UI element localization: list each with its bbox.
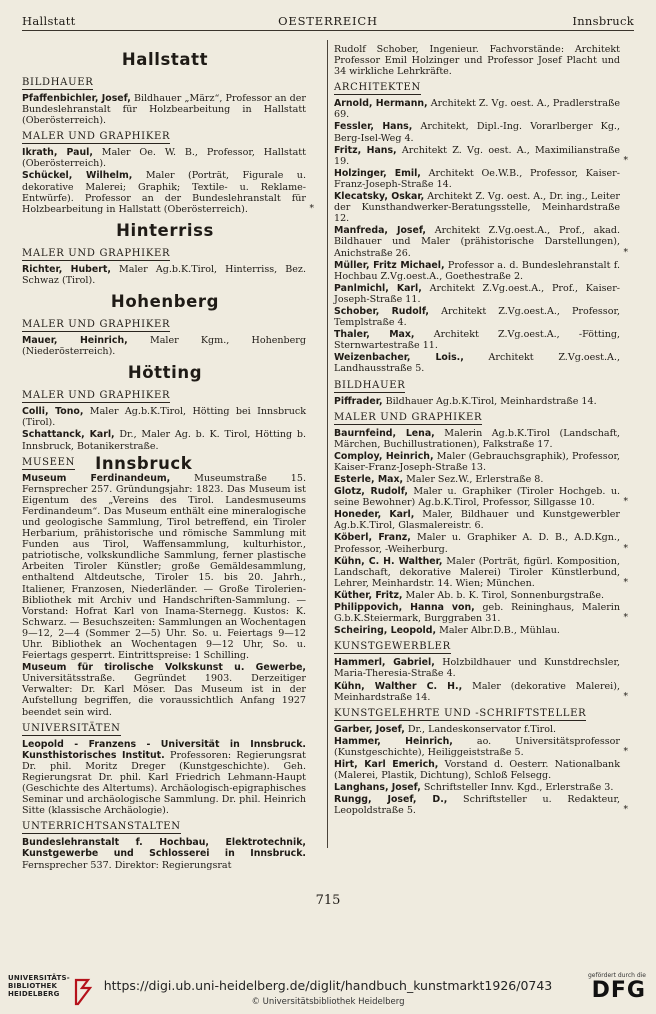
section-heading-row	[22, 817, 308, 837]
directory-entry	[334, 225, 628, 259]
entry-text: Schriftsteller u. Redakteur, Leopoldstraße 5.	[334, 794, 620, 817]
directory-entry	[334, 329, 622, 351]
running-header	[22, 14, 634, 31]
entry-text: Rudolf Schober, Ingenieur. Fachvorstände: Architekt Professor Emil Holzinger und Professor Josef Placht und 34 wirkliche Lehrkräfte.	[334, 44, 620, 78]
directory-entry	[22, 147, 308, 169]
entry-name: Schattanck, Karl,	[22, 429, 115, 441]
dfg-logo[interactable]	[586, 972, 646, 1003]
directory-entry	[334, 144, 628, 167]
entry-text: Maler Ag.b.K.Tirol, Hinterriss, Bez. Schwaz (Tirol).	[22, 263, 306, 286]
entry-text: Architekt Z.Vg.oest.A., Prof., akad. Bildhauer und Maler (prähistorische Darstellungen), Anichstraße 26.	[334, 225, 620, 259]
section-heading-row	[22, 719, 308, 739]
entry-name: Pfaffenbichler, Josef,	[22, 93, 131, 104]
entry-name: Müller, Fritz Michael,	[334, 259, 445, 271]
entry-text: Professor a. d. Bundeslehranstalt f. Hochbau Z.Vg.oest.A., Goethestraße 2.	[334, 259, 620, 282]
entry-name: Klecatsky, Oskar,	[334, 191, 425, 203]
asterisk-mark: *	[623, 155, 628, 166]
asterisk-mark: *	[623, 577, 628, 588]
directory-entry	[334, 625, 622, 636]
entry-text: Architekt Z.Vg.oest.A., -Fötting, Sternwartestraße 11.	[334, 329, 620, 352]
entry-text: Professoren: Regierungsrat Dr. phil. Moritz Dreger (Kunstgeschichte). Geh. Regierungsrat Dr. phil. Karl Friedrich Lehmann-Haupt (Geschichte des Altertums). Archäologisch-epigraphisches Seminar und archäologische Sammlung. Dr. phil. Heinrich Sitte (klassische Archäologie).	[22, 749, 306, 817]
directory-entry	[334, 509, 622, 531]
entry-name: Schückel, Wilhelm,	[22, 170, 133, 182]
section-heading: MALER UND GRAPHIKER	[22, 247, 171, 259]
section-heading: UNTERRICHTSANSTALTEN	[22, 821, 181, 833]
entry-text: Holzbildhauer und Kunstdrechsler, Maria-Theresia-Straße 4.	[334, 657, 620, 680]
entry-text: Architekt, Dipl.-Ing. Vorarlberger Kg., Berg-Isel-Weg 4.	[334, 121, 620, 144]
entry-text: Maler Kgm., Hohenberg (Niederösterreich).	[22, 335, 306, 358]
directory-entry	[22, 837, 308, 870]
entry-name: Comploy, Heinrich,	[334, 450, 434, 462]
entry-text: Maler (Porträt, figürl. Komposition, Landschaft, dekorative Malerei) Tiroler Künstlerbund, Lehrer, Meinhardstr. 14. Wien; München.	[334, 555, 620, 589]
section-heading-row	[22, 386, 308, 406]
city-heading: Hinterriss	[116, 220, 214, 240]
entry-name: Holzinger, Emil,	[334, 167, 421, 179]
section-heading-row	[22, 244, 308, 264]
section-heading: KUNSTGELEHRTE UND -SCHRIFTSTELLER	[334, 707, 587, 719]
entry-name: Fessler, Hans,	[334, 121, 413, 133]
directory-entry	[334, 260, 622, 282]
right-column	[334, 44, 628, 817]
directory-entry	[334, 396, 622, 407]
library-name-line1: UNIVERSITÄTS-	[8, 974, 70, 982]
directory-entry	[22, 406, 308, 428]
directory-entry	[334, 657, 622, 679]
asterisk-mark: *	[623, 613, 628, 624]
entry-name: Kühn, Walther C. H.,	[334, 680, 463, 692]
asterisk-mark: *	[623, 247, 628, 258]
entry-text: Bildhauer „März“, Professor an der Bundeslehranstalt für Holzbearbeitung in Hallstatt (Oberösterreich).	[22, 93, 306, 127]
entry-text: Maler (Gebrauchsgraphik), Professor, Kaiser-Franz-Joseph-Straße 13.	[334, 450, 620, 473]
asterisk-mark: *	[623, 805, 628, 816]
header-right: Innsbruck	[572, 14, 634, 28]
entry-text: Maler Oe. W. B., Professor, Hallstatt (Oberösterreich).	[22, 147, 306, 170]
entry-name: Manfreda, Josef,	[334, 225, 426, 237]
city-heading: Innsbruck	[95, 453, 193, 473]
entry-name: Baurnfeind, Lena,	[334, 427, 435, 439]
entry-text: Maler Ab. b. K. Tirol, Sonnenburgstraße.	[405, 589, 604, 601]
source-url-link[interactable]: https://digi.ub.uni-heidelberg.de/diglit/handbuch_kunstmarkt1926/0743	[103, 978, 553, 993]
asterisk-mark: *	[623, 746, 628, 757]
library-name-line2: BIBLIOTHEK	[8, 982, 58, 990]
header-center: OESTERREICH	[278, 14, 378, 28]
entry-name: Museum für tirolische Volkskunst u. Gewerbe,	[22, 662, 306, 674]
directory-entry	[334, 98, 622, 120]
section-heading-row	[22, 73, 308, 93]
entry-text: Vorstand d. Oesterr. Nationalbank (Malerei, Plastik, Dichtung), Schloß Felsegg.	[334, 758, 620, 782]
asterisk-mark: *	[623, 543, 628, 554]
entry-name: Ikrath, Paul,	[22, 147, 93, 159]
entry-name: Colli, Tono,	[22, 406, 84, 418]
entry-text: Fernsprecher 537. Direktor: Regierungsrat	[22, 859, 232, 871]
directory-entry	[334, 782, 622, 793]
entry-name: Mauer, Heinrich,	[22, 335, 128, 347]
entry-name: Honeder, Karl,	[334, 509, 415, 521]
entry-name: Schober, Rudolf,	[334, 305, 429, 317]
section-heading: MUSEEN	[22, 456, 76, 468]
directory-entry	[22, 429, 308, 451]
section-heading-row	[334, 376, 622, 396]
entry-text: Maler u. Graphiker A. D. B., A.D.Kgn., Professor, -Weiherburg.	[334, 532, 620, 555]
city-heading: Hallstatt	[121, 50, 209, 69]
entry-text: Maler (dekorative Malerei), Meinhardstraße 14.	[334, 680, 620, 703]
entry-name: Scheiring, Leopold,	[334, 625, 437, 637]
entry-text: Museumstraße 15. Fernsprecher 257. Gründungsjahr: 1823. Das Museum ist Eigentum des „Vereins des Tirol. Landesmuseums Ferdinandeum“. Das Museum enthält eine mineralogische und geologische Sammlung, Tirol betreffend, ein Tiroler Herbarium, prähistorische und römische Sammlung mit Funden aus Tirol, Waffensammlung, kulturhistor., patriotische, volkskundliche Sammlung, ferner plastische Arbeiten Tiroler Künstler; große Gemäldesammlung, enthaltend Altdeutsche, Tiroler 15. bis 20. Jahrh., Italiener, Franzosen, Niederländer. — Große Tirolerien-Bibliothek mit Archiv und Handschriften-Sammlung. — Vorstand: Hofrat Karl von Inama-Sternegg. Kustos: K. Schwarz. — Besuchszeiten: Sammlungen an Wochentagen 9—12, 2—4 (Sommer 2—5) Uhr. So. u. Feiertags 9—12 Uhr. Bibliothek an Wochentagen 9—12 Uhr, So. u. Feiertags gesperrt. Eintrittspreise: 1 Schilling.	[22, 472, 306, 662]
city-heading: Hötting	[127, 363, 203, 383]
entry-name: Kühn, C. H. Walther,	[334, 555, 443, 567]
entry-name: Glotz, Rudolf,	[334, 486, 408, 498]
entry-text: Architekt Z. Vg. oest. A., Maximilianstraße 19.	[334, 144, 620, 167]
directory-entry	[22, 264, 308, 286]
directory-entry	[334, 306, 622, 328]
directory-entry	[22, 335, 308, 357]
asterisk-mark: *	[309, 203, 314, 214]
entry-name: Garber, Josef,	[334, 723, 405, 735]
entry-text: geb. Reininghaus, Malerin G.b.K.Steiermark, Burggraben 31.	[334, 602, 620, 625]
directory-entry	[22, 739, 308, 817]
entry-text: Architekt Z.Vg.oest.A., Landhausstraße 5.	[334, 352, 620, 375]
entry-name: Hammerl, Gabriel,	[334, 657, 435, 669]
entry-name: Arnold, Hermann,	[334, 98, 428, 110]
directory-entry	[334, 352, 622, 374]
directory-entry	[334, 680, 628, 703]
entry-text: Maler Albr.D.B., Mühlau.	[439, 625, 560, 637]
section-heading: MALER UND GRAPHIKER	[22, 319, 171, 331]
dfg-caption: gefördert durch die	[588, 972, 646, 979]
entry-name: Leopold - Franzens - Universität in Innsbruck. Kunsthistorisches Institut.	[22, 738, 306, 761]
entry-text: ao. Universitätsprofessor (Kunstgeschichte), Heiliggeiststraße 5.	[334, 735, 620, 758]
directory-entry	[334, 283, 622, 305]
entry-name: Langhans, Josef,	[334, 782, 421, 794]
section-heading: UNIVERSITÄTEN	[22, 722, 121, 734]
city-heading: Hohenberg	[110, 292, 220, 312]
directory-entry	[334, 486, 628, 509]
directory-entry	[22, 170, 314, 215]
entry-text: Architekt Z. Vg. oest. A., Pradlerstraße 69.	[334, 98, 620, 121]
section-heading-row	[22, 127, 308, 147]
section-heading: ARCHITEKTEN	[334, 82, 421, 94]
section-heading: MALER UND GRAPHIKER	[22, 390, 171, 402]
directory-entry	[22, 662, 308, 717]
entry-name: Panlmichl, Karl,	[334, 282, 422, 294]
section-heading: BILDHAUER	[334, 379, 406, 391]
directory-entry	[334, 724, 622, 735]
directory-entry	[334, 735, 628, 758]
directory-entry	[334, 555, 628, 589]
entry-name: Piffrader,	[334, 395, 383, 407]
entry-name: Richter, Hubert,	[22, 263, 111, 275]
directory-entry	[334, 44, 622, 77]
section-heading: MALER UND GRAPHIKER	[22, 131, 171, 143]
directory-entry	[334, 428, 622, 450]
entry-name: Rungg, Josef, D.,	[334, 794, 448, 806]
entry-name: Esterle, Max,	[334, 474, 404, 485]
page-number: 715	[315, 893, 341, 908]
section-heading-row	[334, 408, 622, 428]
column-divider	[327, 40, 328, 848]
section-heading-row	[22, 315, 308, 335]
section-city-row	[22, 454, 308, 473]
directory-entry	[334, 532, 628, 555]
entry-text: Schriftsteller Innv. Kgd., Erlerstraße 3.	[423, 782, 614, 794]
entry-name: Fritz, Hans,	[334, 144, 397, 156]
section-heading: KUNSTGEWERBLER	[334, 641, 451, 653]
entry-name: Bundeslehranstalt f. Hochbau, Elektrotechnik, Kunstgewerbe und Schlosserei in Innsbruck.	[22, 837, 306, 860]
section-heading: MALER UND GRAPHIKER	[334, 411, 483, 423]
entry-text: Maler, Bildhauer und Kunstgewerbler Ag.b.K.Tirol, Glasmalereistr. 6.	[334, 509, 620, 532]
directory-entry	[334, 602, 628, 625]
copyright-notice: © Universitätsbibliothek Heidelberg	[251, 997, 405, 1007]
entry-name: Hirt, Karl Emerich,	[334, 758, 439, 770]
entry-name: Weizenbacher, Lois.,	[334, 352, 464, 364]
entry-text: Malerin Ag.b.K.Tirol (Landschaft, Märchen, Buchillustrationen), Falkstraße 17.	[334, 427, 620, 450]
section-heading-row	[334, 704, 622, 724]
directory-entry	[22, 93, 308, 126]
header-left: Hallstatt	[22, 14, 76, 28]
directory-entry	[22, 473, 308, 662]
section-heading: BILDHAUER	[22, 77, 94, 88]
entry-text: Architekt Oe.W.B., Professor, Kaiser-Franz-Joseph-Straße 14.	[334, 167, 620, 190]
entry-text: Architekt Z.Vg.oest.A., Professor, Templstraße 4.	[334, 305, 620, 329]
entry-name: Köberl, Franz,	[334, 532, 411, 544]
directory-entry	[334, 794, 628, 817]
footer	[0, 970, 656, 1014]
directory-entry	[334, 590, 622, 601]
section-heading-row	[334, 78, 622, 98]
entry-name: Philippovich, Hanna von,	[334, 602, 475, 614]
entry-name: Küther, Fritz,	[334, 589, 403, 601]
entry-text: Architekt Z. Vg. oest. A., Dr. ing., Leiter der Kunsthandwerker-Beratungsstelle, Meinhardstraße 12.	[334, 191, 620, 225]
entry-text: Bildhauer Ag.b.K.Tirol, Meinhardstraße 14.	[385, 395, 597, 407]
directory-entry	[334, 759, 622, 781]
entry-text: Maler Sez.W., Erlerstraße 8.	[406, 474, 544, 485]
entry-text: Maler (Porträt, Figurale u. dekorative Malerei; Graphik; Textile- u. Reklame-Entwürfe). Professor an der Bundeslehranstalt für Holzbearbeitung in Hallstatt (Oberösterreich).	[22, 170, 306, 215]
library-name-line3: HEIDELBERG	[8, 990, 60, 998]
entry-text: Dr., Maler Ag. b. K. Tirol, Hötting b. Innsbruck, Botanikerstraße.	[22, 429, 306, 452]
asterisk-mark: *	[623, 497, 628, 508]
directory-entry	[334, 451, 622, 473]
entry-text: Universitätsstraße. Gegründet 1903. Derzeitiger Verwalter: Dr. Karl Möser. Das Museum ist in der Aufstellung begriffen, die voraussichtlich Anfang 1927 beendet sein wird.	[22, 673, 306, 718]
entry-name: Museum Ferdinandeum,	[22, 472, 171, 484]
entry-text: Maler Ag.b.K.Tirol, Hötting bei Innsbruck (Tirol).	[22, 406, 307, 429]
entry-text: Maler u. Graphiker (Tiroler Hochgeb. u. seine Bewohner) Ag.b.K.Tirol, Professor, Sillgasse 10.	[334, 486, 620, 509]
entry-name: Hammer, Heinrich,	[334, 735, 453, 747]
entry-name: Thaler, Max,	[334, 329, 415, 341]
dfg-wordmark: DFG	[591, 978, 646, 1003]
left-column	[22, 44, 314, 872]
directory-entry	[334, 168, 622, 190]
section-heading-row	[334, 637, 622, 657]
asterisk-mark: *	[623, 691, 628, 702]
directory-entry	[334, 474, 622, 485]
directory-entry	[334, 121, 622, 143]
entry-text: Dr., Landeskonservator f.Tirol.	[407, 723, 557, 735]
directory-entry	[334, 191, 622, 224]
entry-text: Architekt Z.Vg.oest.A., Prof., Kaiser-Joseph-Straße 11.	[334, 282, 620, 305]
